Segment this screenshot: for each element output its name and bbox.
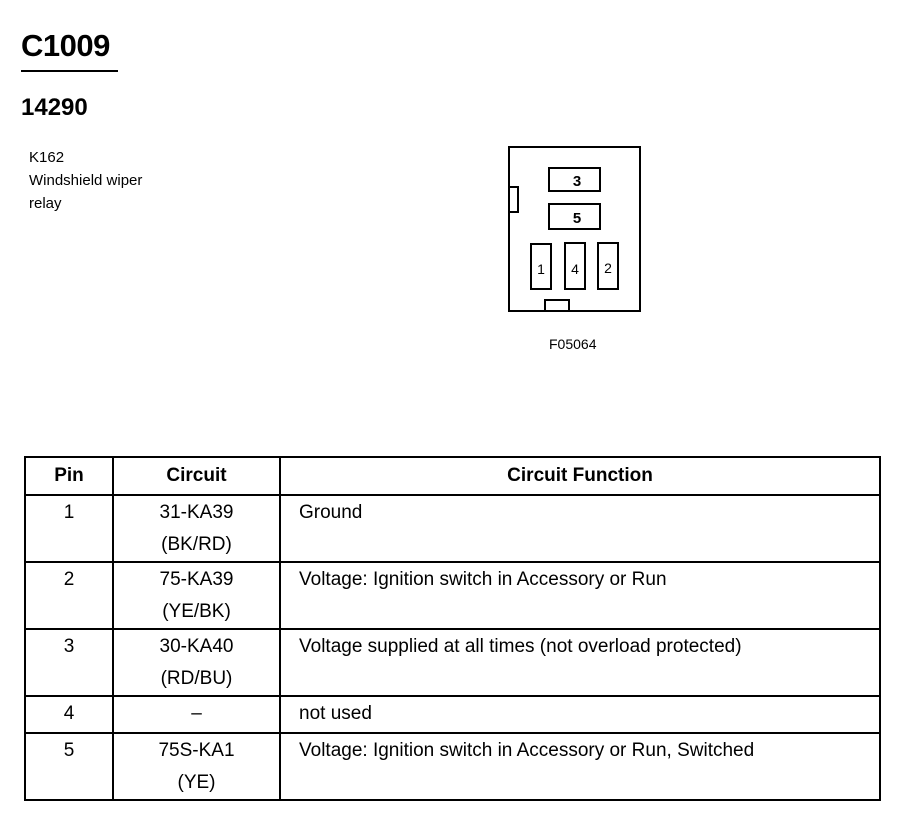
connector-id-title: C1009 <box>21 28 110 63</box>
circuit-id: 75-KA39 <box>159 569 234 590</box>
pin-label-1: 1 <box>537 261 545 277</box>
component-line: relay <box>29 195 62 212</box>
connector-face-diagram <box>505 143 645 317</box>
pin-number: 1 <box>25 495 113 562</box>
connector-bottom-key <box>545 300 569 311</box>
wire-color: (YE) <box>177 772 216 793</box>
pin-number: 5 <box>25 733 113 800</box>
circuit-id: 75S-KA1 <box>158 740 235 761</box>
circuit-cell <box>113 696 280 733</box>
title-underline <box>21 70 118 72</box>
pin-label-4: 4 <box>571 261 579 277</box>
component-line: K162 <box>29 149 65 166</box>
circuit-id: 30-KA40 <box>159 636 234 657</box>
circuit-id: – <box>191 703 202 724</box>
column-header-circuit: Circuit <box>113 457 280 495</box>
column-header-function: Circuit Function <box>280 457 880 495</box>
part-number: 14290 <box>21 94 88 121</box>
pin-number: 3 <box>25 629 113 696</box>
component-line: Windshield wiper <box>29 172 143 189</box>
column-header-pin: Pin <box>25 457 113 495</box>
circuit-function: Voltage: Ignition switch in Accessory or Run <box>280 562 880 629</box>
circuit-function: Voltage supplied at all times (not overload protected) <box>280 629 880 696</box>
table-row <box>25 629 880 696</box>
circuit-function: Voltage: Ignition switch in Accessory or Run, Switched <box>280 733 880 800</box>
pin-number: 4 <box>25 696 113 733</box>
circuit-cell <box>113 733 280 800</box>
table-row <box>25 733 880 800</box>
wire-color: (RD/BU) <box>160 668 233 689</box>
circuit-cell <box>113 562 280 629</box>
circuit-id: 31-KA39 <box>159 502 234 523</box>
pin-label-5: 5 <box>572 210 582 227</box>
wire-color: (BK/RD) <box>161 534 232 555</box>
circuit-cell <box>113 495 280 562</box>
connector-side-latch <box>509 187 518 212</box>
pin-label-3: 3 <box>572 173 582 190</box>
table-row <box>25 562 880 629</box>
component-description <box>29 146 142 215</box>
table-row <box>25 696 880 733</box>
pin-label-2: 2 <box>604 260 612 276</box>
pin-number: 2 <box>25 562 113 629</box>
table-row <box>25 495 880 562</box>
wire-color: (YE/BK) <box>162 601 231 622</box>
table-header-row <box>25 457 880 495</box>
figure-id: F05064 <box>549 336 597 352</box>
circuit-cell <box>113 629 280 696</box>
circuit-function: not used <box>280 696 880 733</box>
circuit-function: Ground <box>280 495 880 562</box>
pin-table <box>24 456 881 801</box>
